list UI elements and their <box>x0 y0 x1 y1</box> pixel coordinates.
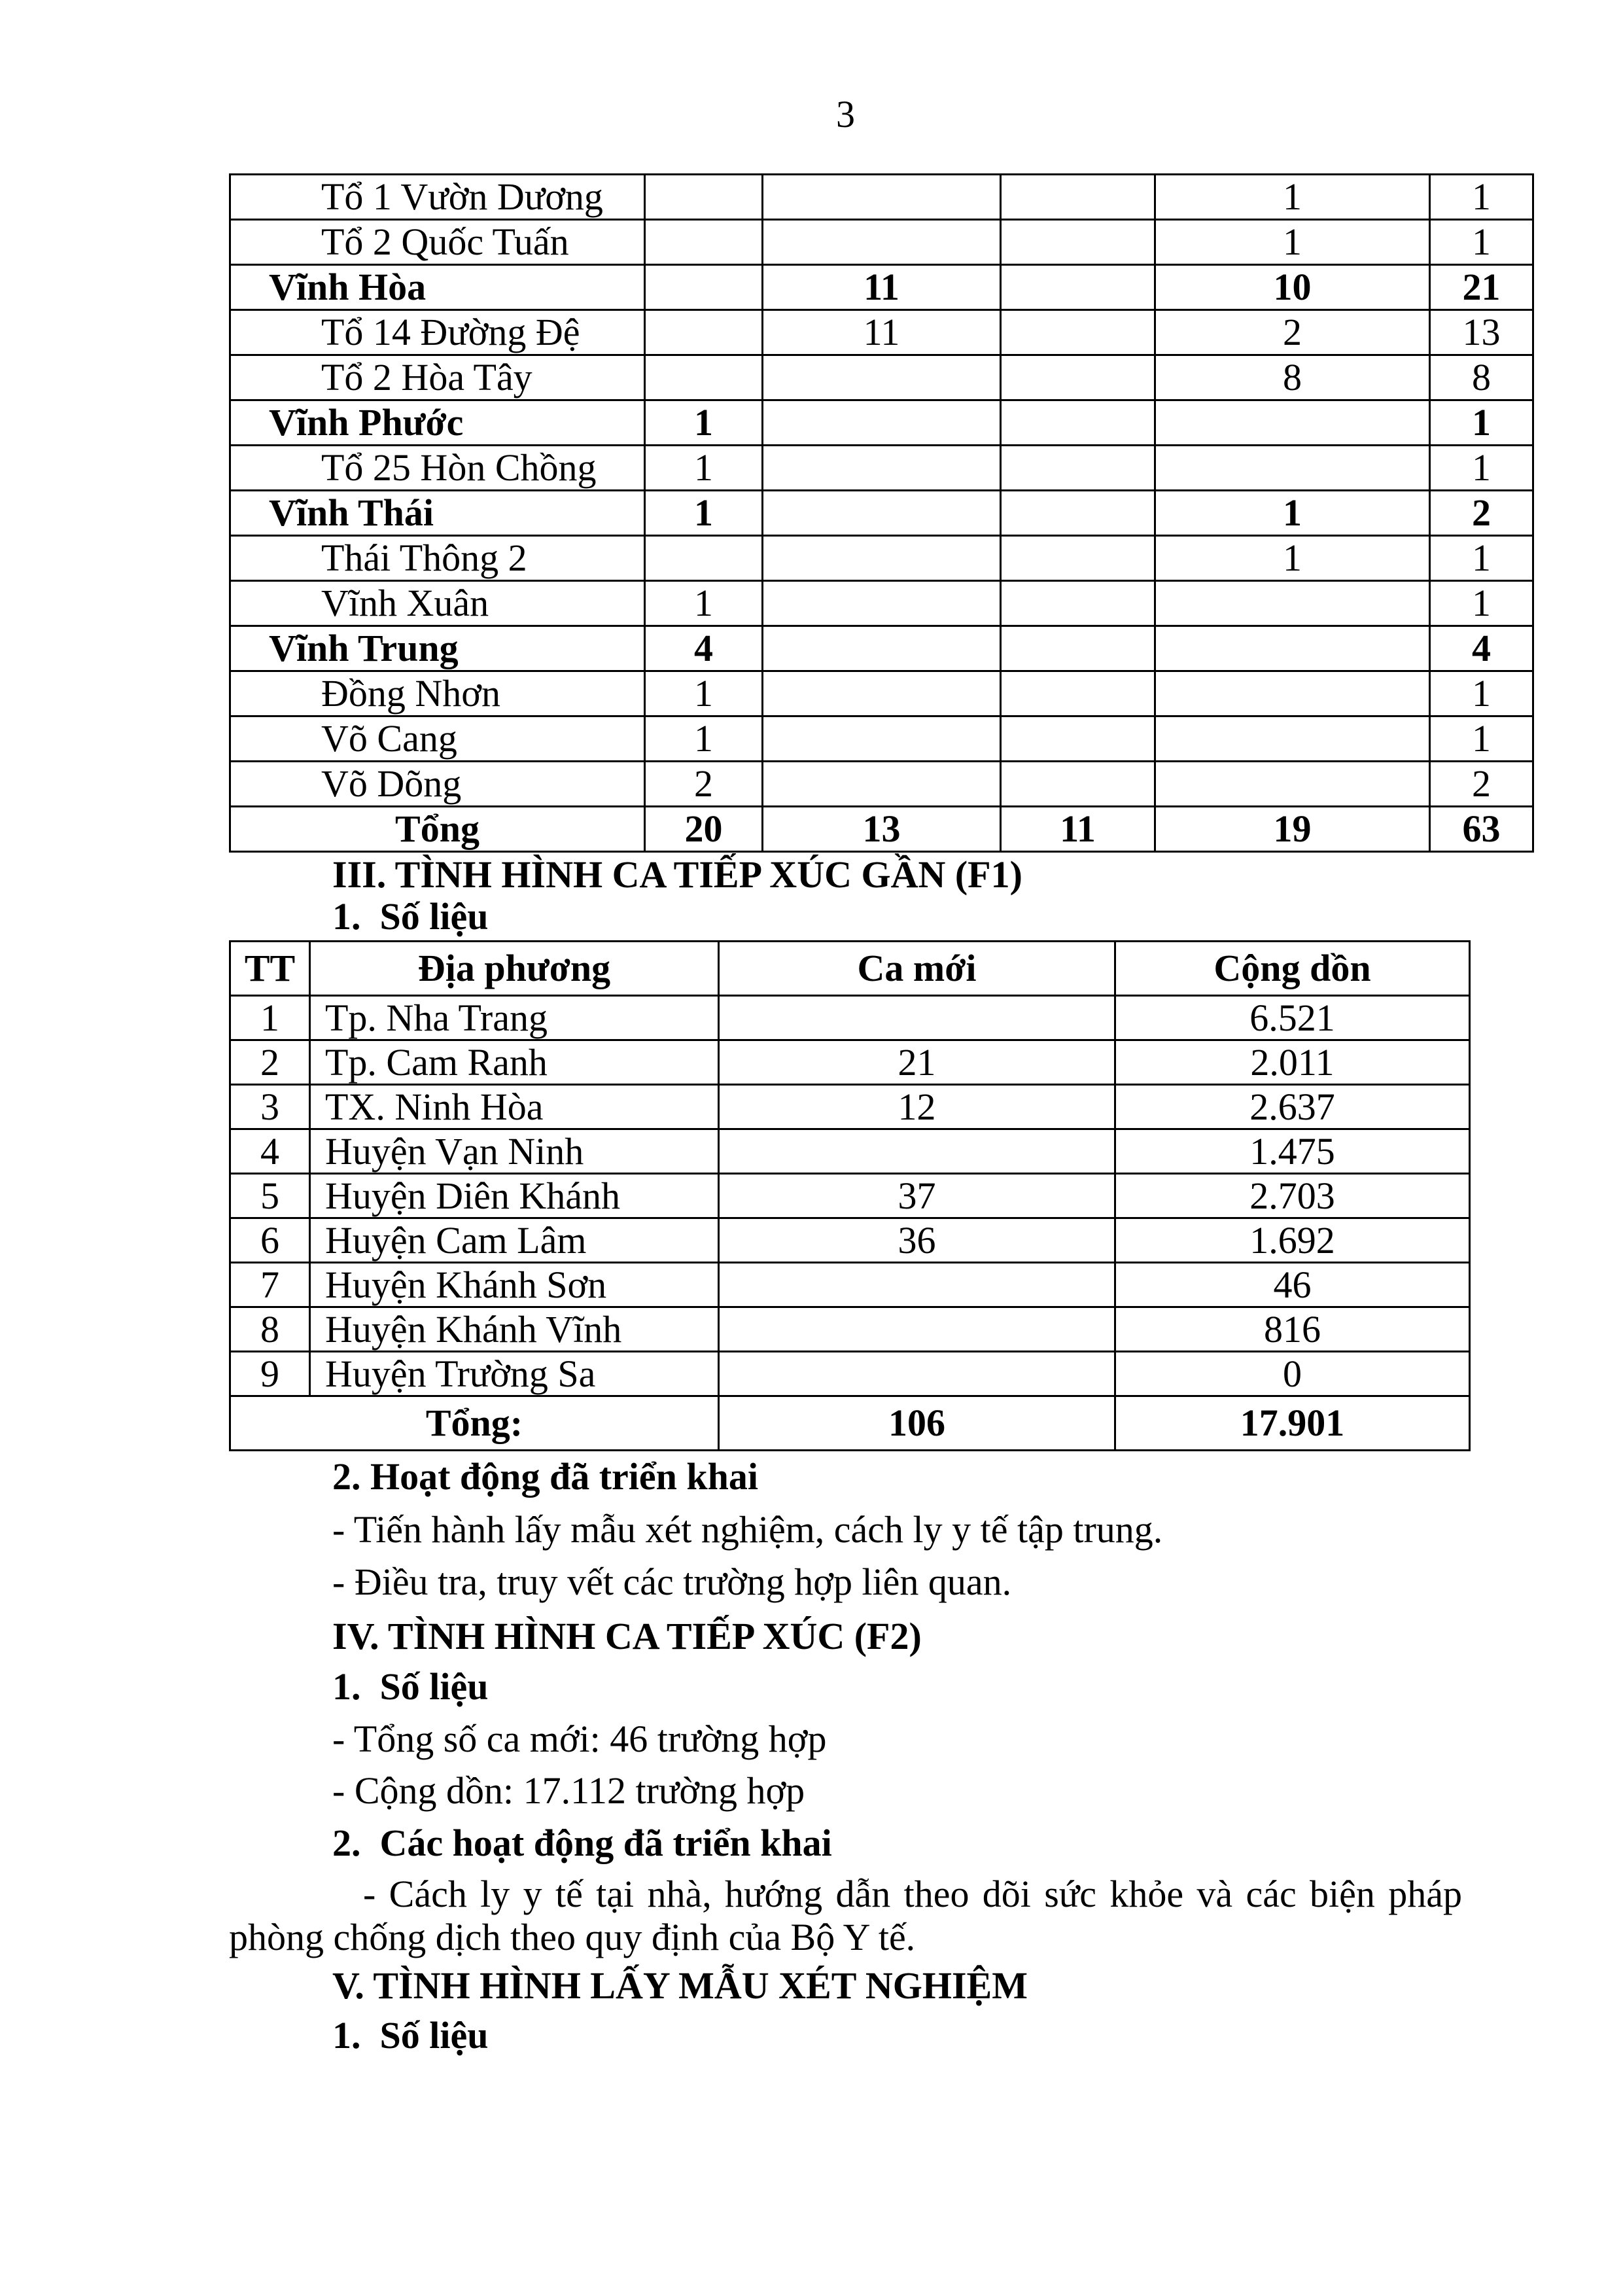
section-f1-activities-heading: 2. Hoạt động đã triển khai <box>332 1455 758 1498</box>
case-count-cell: 1 <box>645 491 763 536</box>
case-count-cell: 1 <box>1430 175 1533 220</box>
new-cases-cell: 12 <box>719 1085 1115 1129</box>
case-count-cell <box>1001 446 1155 491</box>
table-row <box>230 671 1533 716</box>
table-row <box>230 1263 1470 1307</box>
table-header-row <box>230 942 1470 996</box>
commune-cases-table <box>229 173 1534 853</box>
commune-name-cell: Tổng <box>230 807 645 852</box>
case-count-cell: 8 <box>1430 355 1533 400</box>
case-count-cell <box>1001 536 1155 581</box>
table-row <box>230 400 1533 446</box>
commune-name-cell: Tổ 14 Đường Đệ <box>230 310 645 355</box>
case-count-cell: 1 <box>1430 581 1533 626</box>
table-row <box>230 310 1533 355</box>
table-row <box>230 1129 1470 1174</box>
case-count-cell: 4 <box>645 626 763 671</box>
cumulative-cases-cell: 1.692 <box>1115 1218 1470 1263</box>
table-row <box>230 446 1533 491</box>
case-count-cell <box>1001 220 1155 265</box>
case-count-cell: 1 <box>1155 491 1430 536</box>
row-number-cell: 2 <box>230 1040 310 1085</box>
case-count-cell <box>1001 265 1155 310</box>
case-count-cell <box>1001 716 1155 762</box>
case-count-cell <box>1155 581 1430 626</box>
table-row <box>230 581 1533 626</box>
row-number-cell: 7 <box>230 1263 310 1307</box>
case-count-cell <box>1155 400 1430 446</box>
table-row <box>230 1218 1470 1263</box>
case-count-cell: 10 <box>1155 265 1430 310</box>
case-count-cell <box>1155 446 1430 491</box>
section-f2-solieu-heading: 1. Số liệu <box>332 1665 489 1708</box>
table-row <box>230 265 1533 310</box>
table-row <box>230 762 1533 807</box>
case-count-cell <box>763 355 1001 400</box>
district-name-cell: Tp. Nha Trang <box>310 996 719 1040</box>
case-count-cell: 11 <box>1001 807 1155 852</box>
district-name-cell: Huyện Khánh Sơn <box>310 1263 719 1307</box>
column-header-cell: TT <box>230 942 310 996</box>
section-testing-title: V. TÌNH HÌNH LẤY MẪU XÉT NGHIỆM <box>332 1964 1028 2007</box>
f2-new-cases-line: - Tổng số ca mới: 46 trường hợp <box>332 1718 827 1760</box>
case-count-cell <box>763 175 1001 220</box>
case-count-cell: 1 <box>1430 400 1533 446</box>
table-total-row <box>230 1396 1470 1451</box>
table-row <box>230 1352 1470 1396</box>
case-count-cell <box>763 446 1001 491</box>
case-count-cell: 1 <box>645 400 763 446</box>
row-number-cell: 4 <box>230 1129 310 1174</box>
commune-name-cell: Tổ 1 Vườn Dương <box>230 175 645 220</box>
commune-name-cell: Vĩnh Trung <box>230 626 645 671</box>
commune-name-cell: Vĩnh Phước <box>230 400 645 446</box>
district-name-cell: Huyện Trường Sa <box>310 1352 719 1396</box>
case-count-cell <box>645 310 763 355</box>
table-row <box>230 1307 1470 1352</box>
case-count-cell: 1 <box>645 581 763 626</box>
case-count-cell: 1 <box>1155 536 1430 581</box>
case-count-cell: 1 <box>1430 446 1533 491</box>
row-number-cell: 1 <box>230 996 310 1040</box>
case-count-cell: 1 <box>1430 536 1533 581</box>
district-name-cell: TX. Ninh Hòa <box>310 1085 719 1129</box>
case-count-cell: 8 <box>1155 355 1430 400</box>
f1-districts-table <box>229 940 1471 1451</box>
table-row <box>230 175 1533 220</box>
district-name-cell: Huyện Khánh Vĩnh <box>310 1307 719 1352</box>
f1-districts-table-body <box>230 942 1470 1451</box>
case-count-cell: 1 <box>1430 716 1533 762</box>
cumulative-cases-cell: 2.703 <box>1115 1174 1470 1218</box>
case-count-cell <box>763 220 1001 265</box>
case-count-cell <box>763 626 1001 671</box>
case-count-cell <box>1155 762 1430 807</box>
case-count-cell: 2 <box>645 762 763 807</box>
page-number: 3 <box>836 93 855 135</box>
total-label-cell: Tổng: <box>230 1396 719 1451</box>
section-f2-activities-heading: 2. Các hoạt động đã triển khai <box>332 1822 832 1864</box>
case-count-cell <box>1001 581 1155 626</box>
district-name-cell: Huyện Cam Lâm <box>310 1218 719 1263</box>
commune-name-cell: Tổ 2 Hòa Tây <box>230 355 645 400</box>
column-header-cell: Địa phương <box>310 942 719 996</box>
case-count-cell <box>763 581 1001 626</box>
case-count-cell: 1 <box>1430 671 1533 716</box>
case-count-cell <box>763 491 1001 536</box>
case-count-cell: 1 <box>645 446 763 491</box>
table-row <box>230 1174 1470 1218</box>
case-count-cell <box>1001 175 1155 220</box>
row-number-cell: 8 <box>230 1307 310 1352</box>
new-cases-cell <box>719 1352 1115 1396</box>
case-count-cell <box>645 175 763 220</box>
cumulative-cases-cell: 6.521 <box>1115 996 1470 1040</box>
district-name-cell: Huyện Diên Khánh <box>310 1174 719 1218</box>
case-count-cell <box>645 265 763 310</box>
cumulative-cases-cell: 816 <box>1115 1307 1470 1352</box>
case-count-cell <box>1155 626 1430 671</box>
case-count-cell <box>763 762 1001 807</box>
case-count-cell <box>763 671 1001 716</box>
case-count-cell <box>1001 762 1155 807</box>
case-count-cell: 1 <box>1155 220 1430 265</box>
total-new-cases-cell: 106 <box>719 1396 1115 1451</box>
case-count-cell: 21 <box>1430 265 1533 310</box>
case-count-cell: 11 <box>763 265 1001 310</box>
case-count-cell: 11 <box>763 310 1001 355</box>
row-number-cell: 9 <box>230 1352 310 1396</box>
case-count-cell <box>645 536 763 581</box>
case-count-cell <box>763 400 1001 446</box>
commune-name-cell: Tổ 2 Quốc Tuấn <box>230 220 645 265</box>
commune-name-cell: Võ Cang <box>230 716 645 762</box>
new-cases-cell: 36 <box>719 1218 1115 1263</box>
case-count-cell: 1 <box>1430 220 1533 265</box>
new-cases-cell: 21 <box>719 1040 1115 1085</box>
new-cases-cell <box>719 1263 1115 1307</box>
cumulative-cases-cell: 1.475 <box>1115 1129 1470 1174</box>
section-f2-title: IV. TÌNH HÌNH CA TIẾP XÚC (F2) <box>332 1615 922 1657</box>
section-f1-title: III. TÌNH HÌNH CA TIẾP XÚC GẦN (F1) <box>332 853 1022 896</box>
case-count-cell <box>645 355 763 400</box>
district-name-cell: Huyện Vạn Ninh <box>310 1129 719 1174</box>
cumulative-cases-cell: 46 <box>1115 1263 1470 1307</box>
case-count-cell: 63 <box>1430 807 1533 852</box>
row-number-cell: 3 <box>230 1085 310 1129</box>
table-row <box>230 1085 1470 1129</box>
commune-name-cell: Vĩnh Thái <box>230 491 645 536</box>
case-count-cell <box>1155 671 1430 716</box>
table-row <box>230 1040 1470 1085</box>
row-number-cell: 6 <box>230 1218 310 1263</box>
table-row <box>230 996 1470 1040</box>
commune-name-cell: Đồng Nhơn <box>230 671 645 716</box>
case-count-cell <box>1001 626 1155 671</box>
table-row <box>230 626 1533 671</box>
table-row <box>230 220 1533 265</box>
case-count-cell: 13 <box>1430 310 1533 355</box>
case-count-cell <box>1001 671 1155 716</box>
district-name-cell: Tp. Cam Ranh <box>310 1040 719 1085</box>
case-count-cell: 20 <box>645 807 763 852</box>
new-cases-cell: 37 <box>719 1174 1115 1218</box>
cumulative-cases-cell: 2.011 <box>1115 1040 1470 1085</box>
case-count-cell: 13 <box>763 807 1001 852</box>
cumulative-cases-cell: 2.637 <box>1115 1085 1470 1129</box>
case-count-cell: 2 <box>1430 491 1533 536</box>
column-header-cell: Ca mới <box>719 942 1115 996</box>
case-count-cell <box>1001 310 1155 355</box>
table-row <box>230 716 1533 762</box>
case-count-cell: 2 <box>1155 310 1430 355</box>
new-cases-cell <box>719 996 1115 1040</box>
commune-name-cell: Tổ 25 Hòn Chồng <box>230 446 645 491</box>
case-count-cell: 1 <box>645 671 763 716</box>
total-cumulative-cases-cell: 17.901 <box>1115 1396 1470 1451</box>
column-header-cell: Cộng dồn <box>1115 942 1470 996</box>
section-testing-solieu-heading: 1. Số liệu <box>332 2014 489 2057</box>
section-f1-solieu-heading: 1. Số liệu <box>332 895 489 938</box>
table-row <box>230 807 1533 852</box>
case-count-cell <box>763 536 1001 581</box>
table-row <box>230 491 1533 536</box>
commune-name-cell: Vĩnh Xuân <box>230 581 645 626</box>
case-count-cell: 2 <box>1430 762 1533 807</box>
case-count-cell: 1 <box>645 716 763 762</box>
case-count-cell <box>645 220 763 265</box>
case-count-cell: 4 <box>1430 626 1533 671</box>
case-count-cell <box>1001 400 1155 446</box>
new-cases-cell <box>719 1129 1115 1174</box>
case-count-cell: 1 <box>1155 175 1430 220</box>
table-row <box>230 355 1533 400</box>
case-count-cell <box>1001 491 1155 536</box>
f1-activity-line-2: - Điều tra, truy vết các trường hợp liên quan. <box>332 1561 1012 1603</box>
case-count-cell <box>1155 716 1430 762</box>
new-cases-cell <box>719 1307 1115 1352</box>
f2-cumulative-line: - Cộng dồn: 17.112 trường hợp <box>332 1769 805 1812</box>
case-count-cell: 19 <box>1155 807 1430 852</box>
commune-cases-table-body <box>230 175 1533 852</box>
commune-name-cell: Võ Dõng <box>230 762 645 807</box>
table-row <box>230 536 1533 581</box>
row-number-cell: 5 <box>230 1174 310 1218</box>
commune-name-cell: Vĩnh Hòa <box>230 265 645 310</box>
f1-activity-line-1: - Tiến hành lấy mẫu xét nghiệm, cách ly y tế tập trung. <box>332 1508 1163 1551</box>
case-count-cell <box>763 716 1001 762</box>
f2-activities-paragraph: - Cách ly y tế tại nhà, hướng dẫn theo dõi sức khỏe và các biện pháp phòng chống dịch theo quy định của Bộ Y tế. <box>229 1873 1472 1958</box>
commune-name-cell: Thái Thông 2 <box>230 536 645 581</box>
case-count-cell <box>1001 355 1155 400</box>
cumulative-cases-cell: 0 <box>1115 1352 1470 1396</box>
